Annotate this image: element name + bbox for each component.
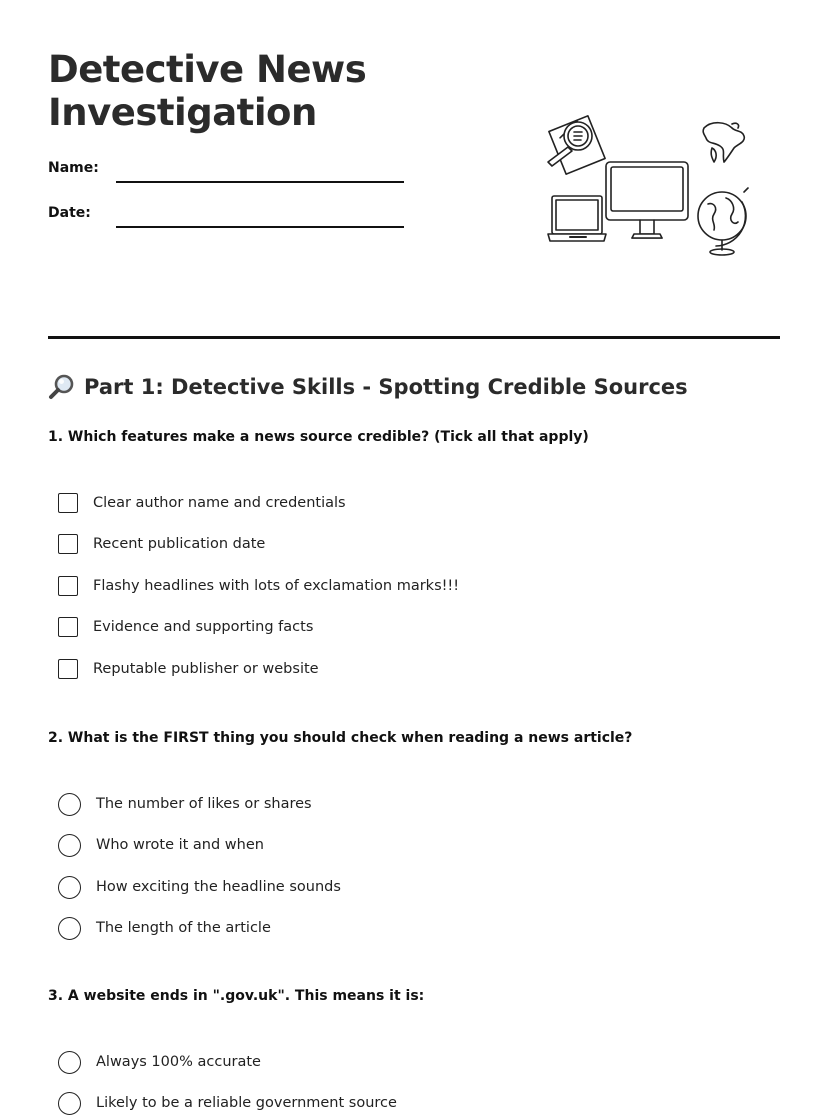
title-line-2: Investigation bbox=[48, 91, 317, 134]
checkbox[interactable] bbox=[58, 534, 78, 554]
question-2: 2. What is the FIRST thing you should check when reading a news article? bbox=[48, 730, 633, 746]
date-label: Date: bbox=[48, 205, 91, 221]
radio-button[interactable] bbox=[58, 876, 81, 899]
radio-button[interactable] bbox=[58, 1051, 81, 1074]
magnifying-glass-icon bbox=[48, 374, 76, 400]
option-label: How exciting the headline sounds bbox=[96, 879, 341, 895]
world-map-icon bbox=[703, 123, 744, 162]
q1-option-3[interactable] bbox=[58, 574, 459, 598]
option-label: Flashy headlines with lots of exclamation marks!!! bbox=[93, 578, 460, 594]
section-divider bbox=[48, 336, 780, 339]
radio-button[interactable] bbox=[58, 917, 81, 940]
q1-option-1[interactable] bbox=[58, 491, 346, 515]
q2-option-2[interactable] bbox=[58, 833, 264, 857]
option-label: Likely to be a reliable government source bbox=[96, 1095, 397, 1111]
option-label: The length of the article bbox=[96, 920, 271, 936]
q2-option-3[interactable] bbox=[58, 875, 341, 899]
checkbox[interactable] bbox=[58, 493, 78, 513]
monitor-icon bbox=[606, 162, 688, 238]
q3-option-1[interactable] bbox=[58, 1050, 261, 1074]
globe-icon bbox=[698, 188, 748, 255]
option-label: Recent publication date bbox=[93, 536, 266, 552]
radio-button[interactable] bbox=[58, 834, 81, 857]
option-label: The number of likes or shares bbox=[96, 796, 312, 812]
q2-option-4[interactable] bbox=[58, 916, 271, 940]
section-1-title bbox=[48, 374, 688, 400]
question-1: 1. Which features make a news source credible? (Tick all that apply) bbox=[48, 429, 589, 445]
newspaper-magnifier-icon bbox=[548, 116, 605, 174]
title-line-1: Detective News bbox=[48, 48, 367, 91]
checkbox[interactable] bbox=[58, 576, 78, 596]
name-line[interactable] bbox=[116, 181, 404, 183]
laptop-icon bbox=[548, 196, 606, 241]
option-label: Clear author name and credentials bbox=[93, 495, 346, 511]
option-label: Always 100% accurate bbox=[96, 1054, 261, 1070]
radio-button[interactable] bbox=[58, 1092, 81, 1115]
q1-option-2[interactable] bbox=[58, 532, 265, 556]
option-label: Who wrote it and when bbox=[96, 837, 264, 853]
q1-option-5[interactable] bbox=[58, 657, 319, 681]
q2-option-1[interactable] bbox=[58, 792, 312, 816]
page-title bbox=[48, 48, 468, 134]
media-illustration bbox=[536, 110, 756, 260]
name-label: Name: bbox=[48, 160, 99, 176]
q1-option-4[interactable] bbox=[58, 615, 313, 639]
q3-option-2[interactable] bbox=[58, 1091, 397, 1115]
question-3: 3. A website ends in ".gov.uk". This means it is: bbox=[48, 988, 425, 1004]
checkbox[interactable] bbox=[58, 659, 78, 679]
option-label: Reputable publisher or website bbox=[93, 661, 319, 677]
date-line[interactable] bbox=[116, 226, 404, 228]
radio-button[interactable] bbox=[58, 793, 81, 816]
section-1-title-text: Part 1: Detective Skills - Spotting Credible Sources bbox=[84, 375, 688, 399]
checkbox[interactable] bbox=[58, 617, 78, 637]
option-label: Evidence and supporting facts bbox=[93, 619, 314, 635]
